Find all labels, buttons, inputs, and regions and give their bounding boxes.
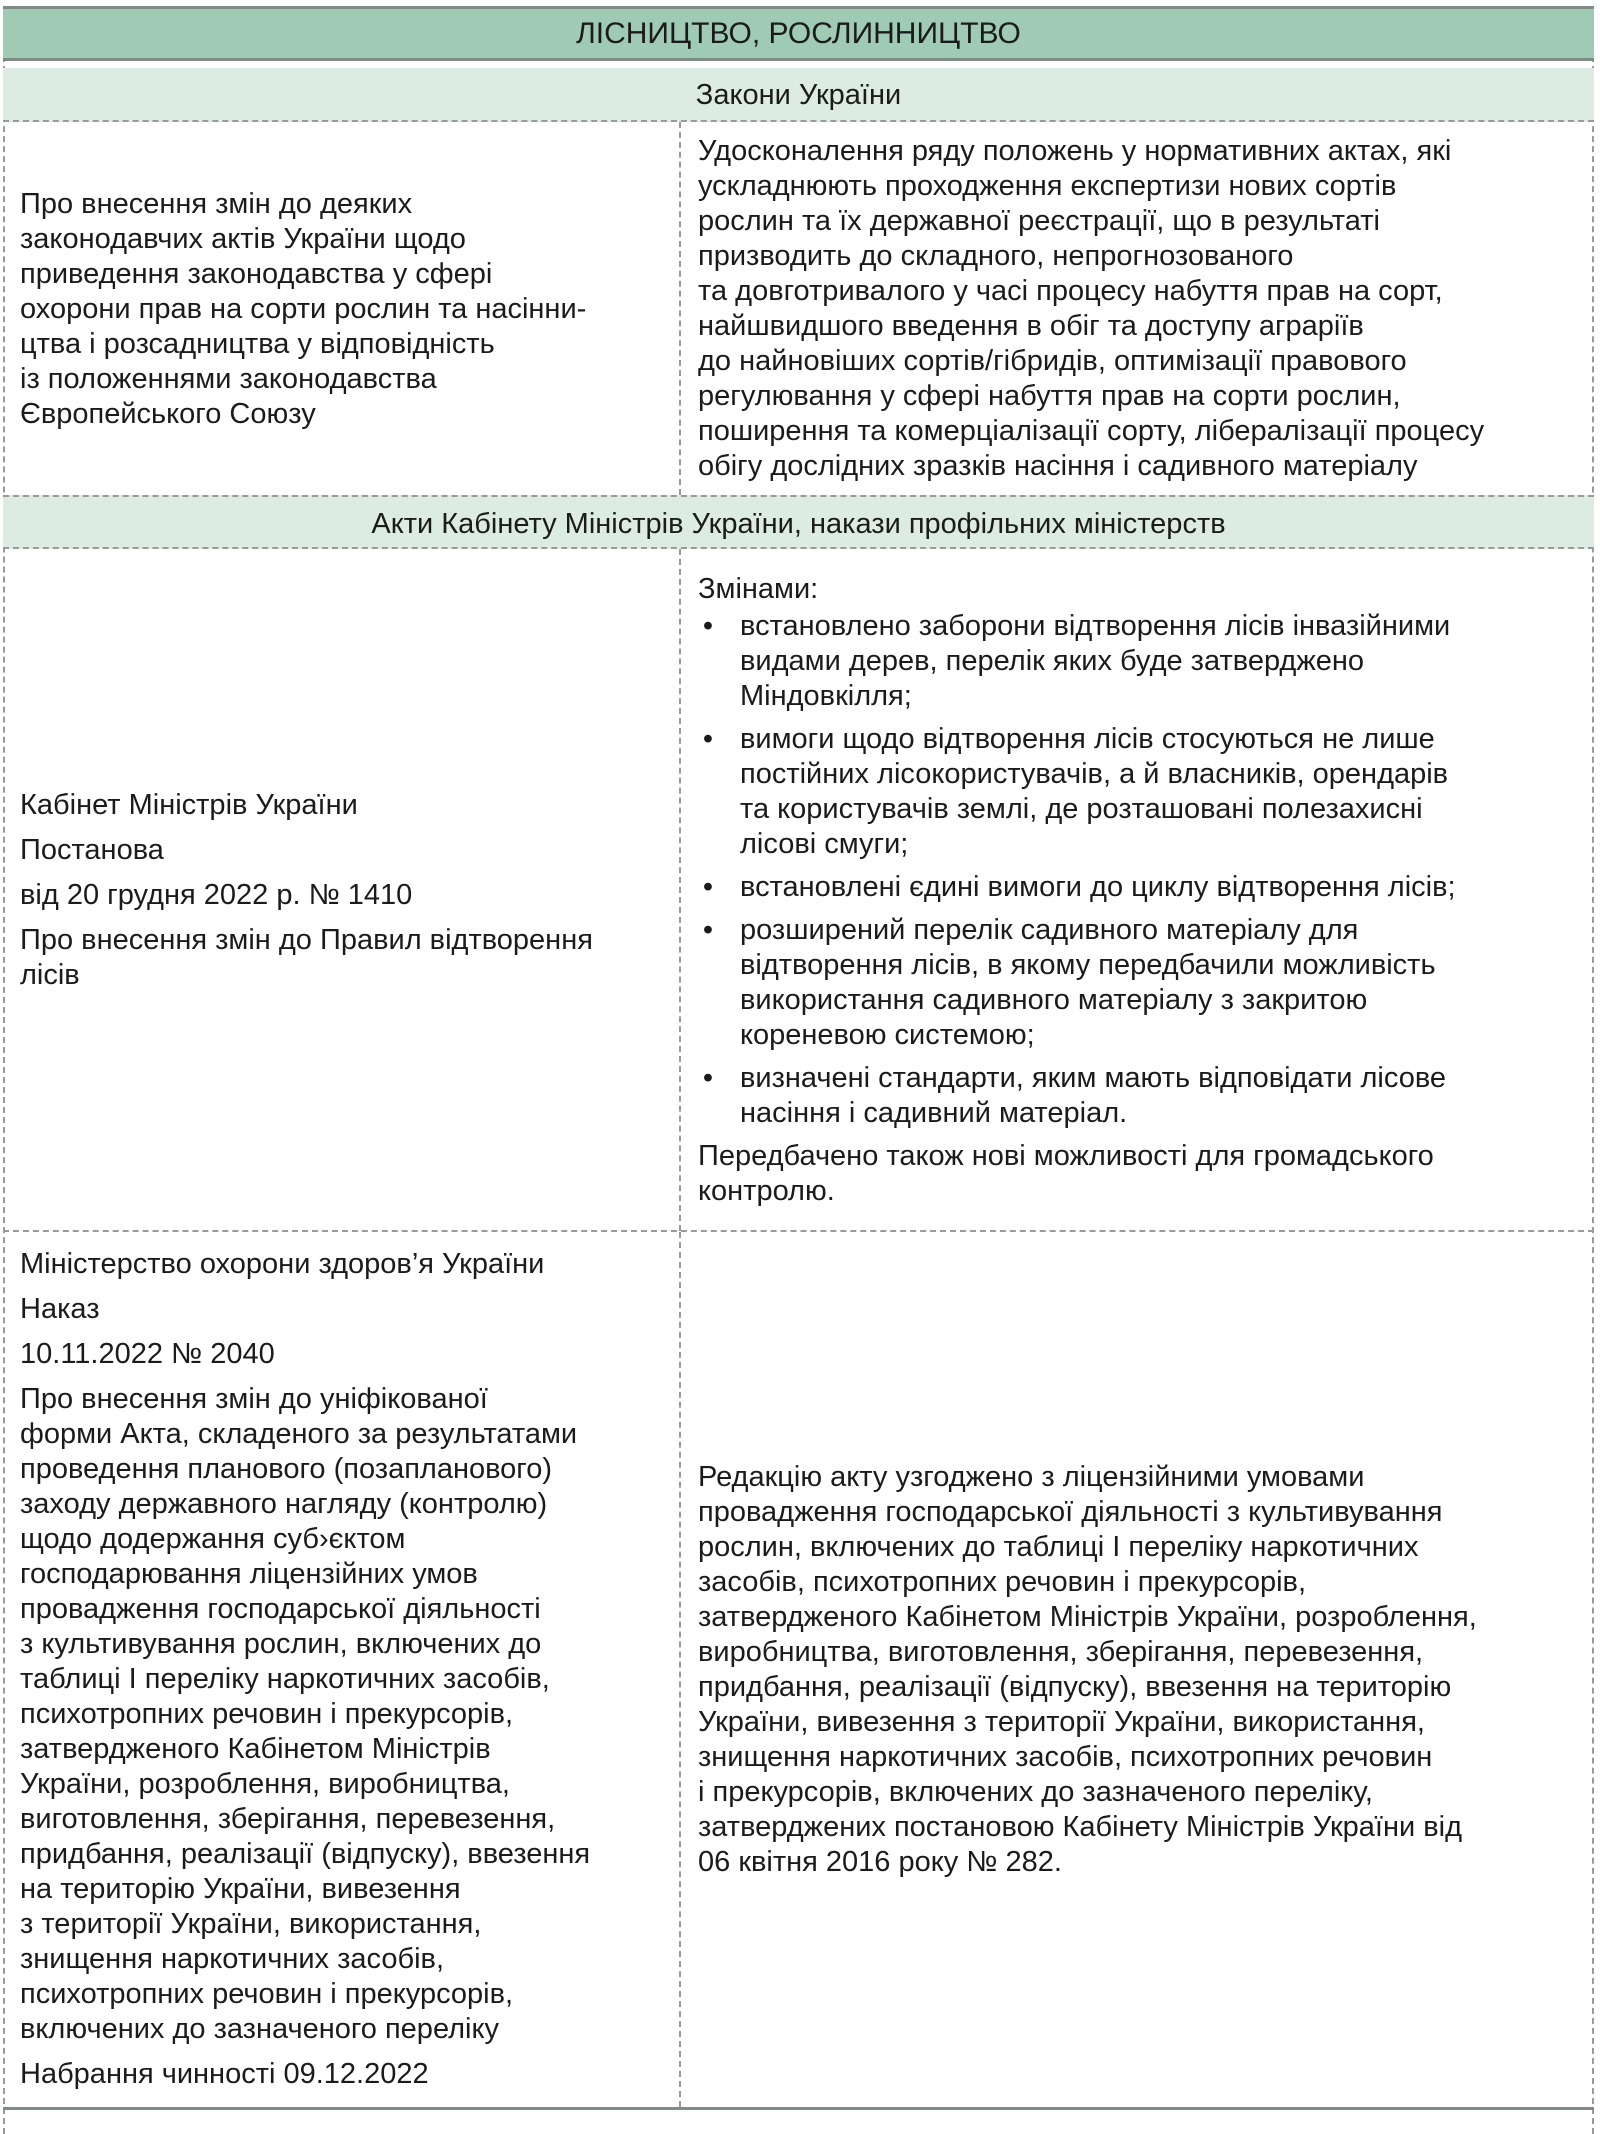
order-title: Про внесення змін до уніфікованої форми Акта, складеного за результатами проведення планового (позапланового) заходу державного нагляду (контролю) щодо додержання суб›єктом господарювання ліцензійних умов провадження господарської діяльності з культивування рослин, включених до таблиці І переліку наркотичних засобів, психотропних речовин і прекурсорів, затвердженого Кабінетом Міністрів України, розроблення, виробництва, виготовлення, зберігання, перевезення, придбання, реалізації (відпуску), ввезення на територію України, вивезення з території України, використання, знищення наркотичних засобів, психотропних речовин і прекурсорів, включених до зазначеного переліку [20,1383,591,2045]
table-border-right [1592,6,1594,2134]
resolution-title: Про внесення змін до Правил відтворення лісів [20,923,593,991]
order-cell [20,1234,670,2105]
order-description: Редакцію акту узгоджено з ліцензійними умовами провадження господарської діяльності з культивування рослин, включених до таблиці І переліку наркотичних засобів, психотропних речовин і прекурсорів, затвердженого Кабінетом Міністрів України, розроблення, виробництва, виготовлення, зберігання, перевезення, придбання, реалізації (відпуску), ввезення на територію України, вивезення з території України, використання, знищення наркотичних засобів, психотропних речовин і прекурсорів, включених до зазначеного переліку, затверджених постановою Кабінету Міністрів України від 06 квітня 2016 року № 282. [698,1460,1477,1878]
table-bottom-border [3,2107,1594,2110]
list-item: • встановлено заборони відтворення лісів інвазійними видами дерев, перелік яких буде затверджено Міндовкілля; [698,609,1578,714]
resolution-date-number: від 20 грудня 2022 р. № 1410 [20,878,413,911]
resolution-changes-cell [698,551,1578,1229]
list-item: • розширений перелік садивного матеріалу для відтворення лісів, в якому передбачили можливість використання садивного матеріалу з закритою кореневою системою; [698,913,1578,1053]
changes-list [698,609,1578,1139]
regulation-table [0,6,1600,2106]
section-header-acts: Акти Кабінету Міністрів України, накази профільних міністерств [3,495,1594,549]
resolution-cell [20,551,670,1229]
bullet-icon: • [702,870,714,903]
order-date-number: 10.11.2022 № 2040 [20,1338,275,1370]
order-authority: Міністерство охорони здоров’я України [20,1248,545,1280]
changes-intro: Змінами: [698,572,819,605]
bullet-icon: • [702,722,714,755]
section-header-laws: Закони України [3,68,1594,122]
list-item: • визначені стандарти, яким мають відповідати лісове насіння і садивний матеріал. [698,1061,1578,1131]
resolution-type: Постанова [20,833,164,866]
order-effective-date: Набрання чинності 09.12.2022 [20,2058,429,2090]
bullet-icon: • [702,1061,714,1094]
column-divider [679,122,681,495]
bullet-icon: • [702,609,714,642]
changes-outro: Передбачено також нові можливості для громадського контролю. [698,1139,1434,1207]
column-divider [679,549,681,1231]
law-description: Удосконалення ряду положень у нормативних актах, які ускладнюють проходження експертизи нових сортів рослин та їх державної реєстрації, що в результаті призводить до складного, непрогнозованого та довготривалого у часі процесу набуття прав на сорт, найшвидшого введення в обіг та доступу аграріїв до найновіших сортів/гібридів, оптимізації правового регулювання у сфері набуття прав на сорти рослин, поширення та комерціалізації сорту, лібералізації процесу обігу дослідних зразків насіння і садивного матеріалу [698,135,1485,482]
list-item: • вимоги щодо відтворення лісів стосуються не лише постійних лісокористувачів, а й власників, орендарів та користувачів землі, де розташовані полезахисні лісові смуги; [698,722,1578,862]
table-title: ЛІСНИЦТВО, РОСЛИННИЦТВО [3,6,1594,61]
resolution-authority: Кабінет Міністрів України [20,788,358,821]
law-description-cell [698,124,1578,494]
column-divider [679,1232,681,2107]
table-border-left [3,6,5,2134]
list-item: • встановлені єдині вимоги до циклу відтворення лісів; [698,870,1578,905]
law-title: Про внесення змін до деяких законодавчих актів України щодо приведення законодавства у сфері охорони прав на сорти рослин та насінни- цтва і розсадництва у відповідність із положеннями законодавства Європейського Союзу [20,187,587,430]
order-description-cell [698,1234,1578,2105]
law-title-cell [20,124,670,494]
bullet-icon: • [702,913,714,946]
row-separator [3,1230,1594,1232]
order-type: Наказ [20,1293,100,1325]
